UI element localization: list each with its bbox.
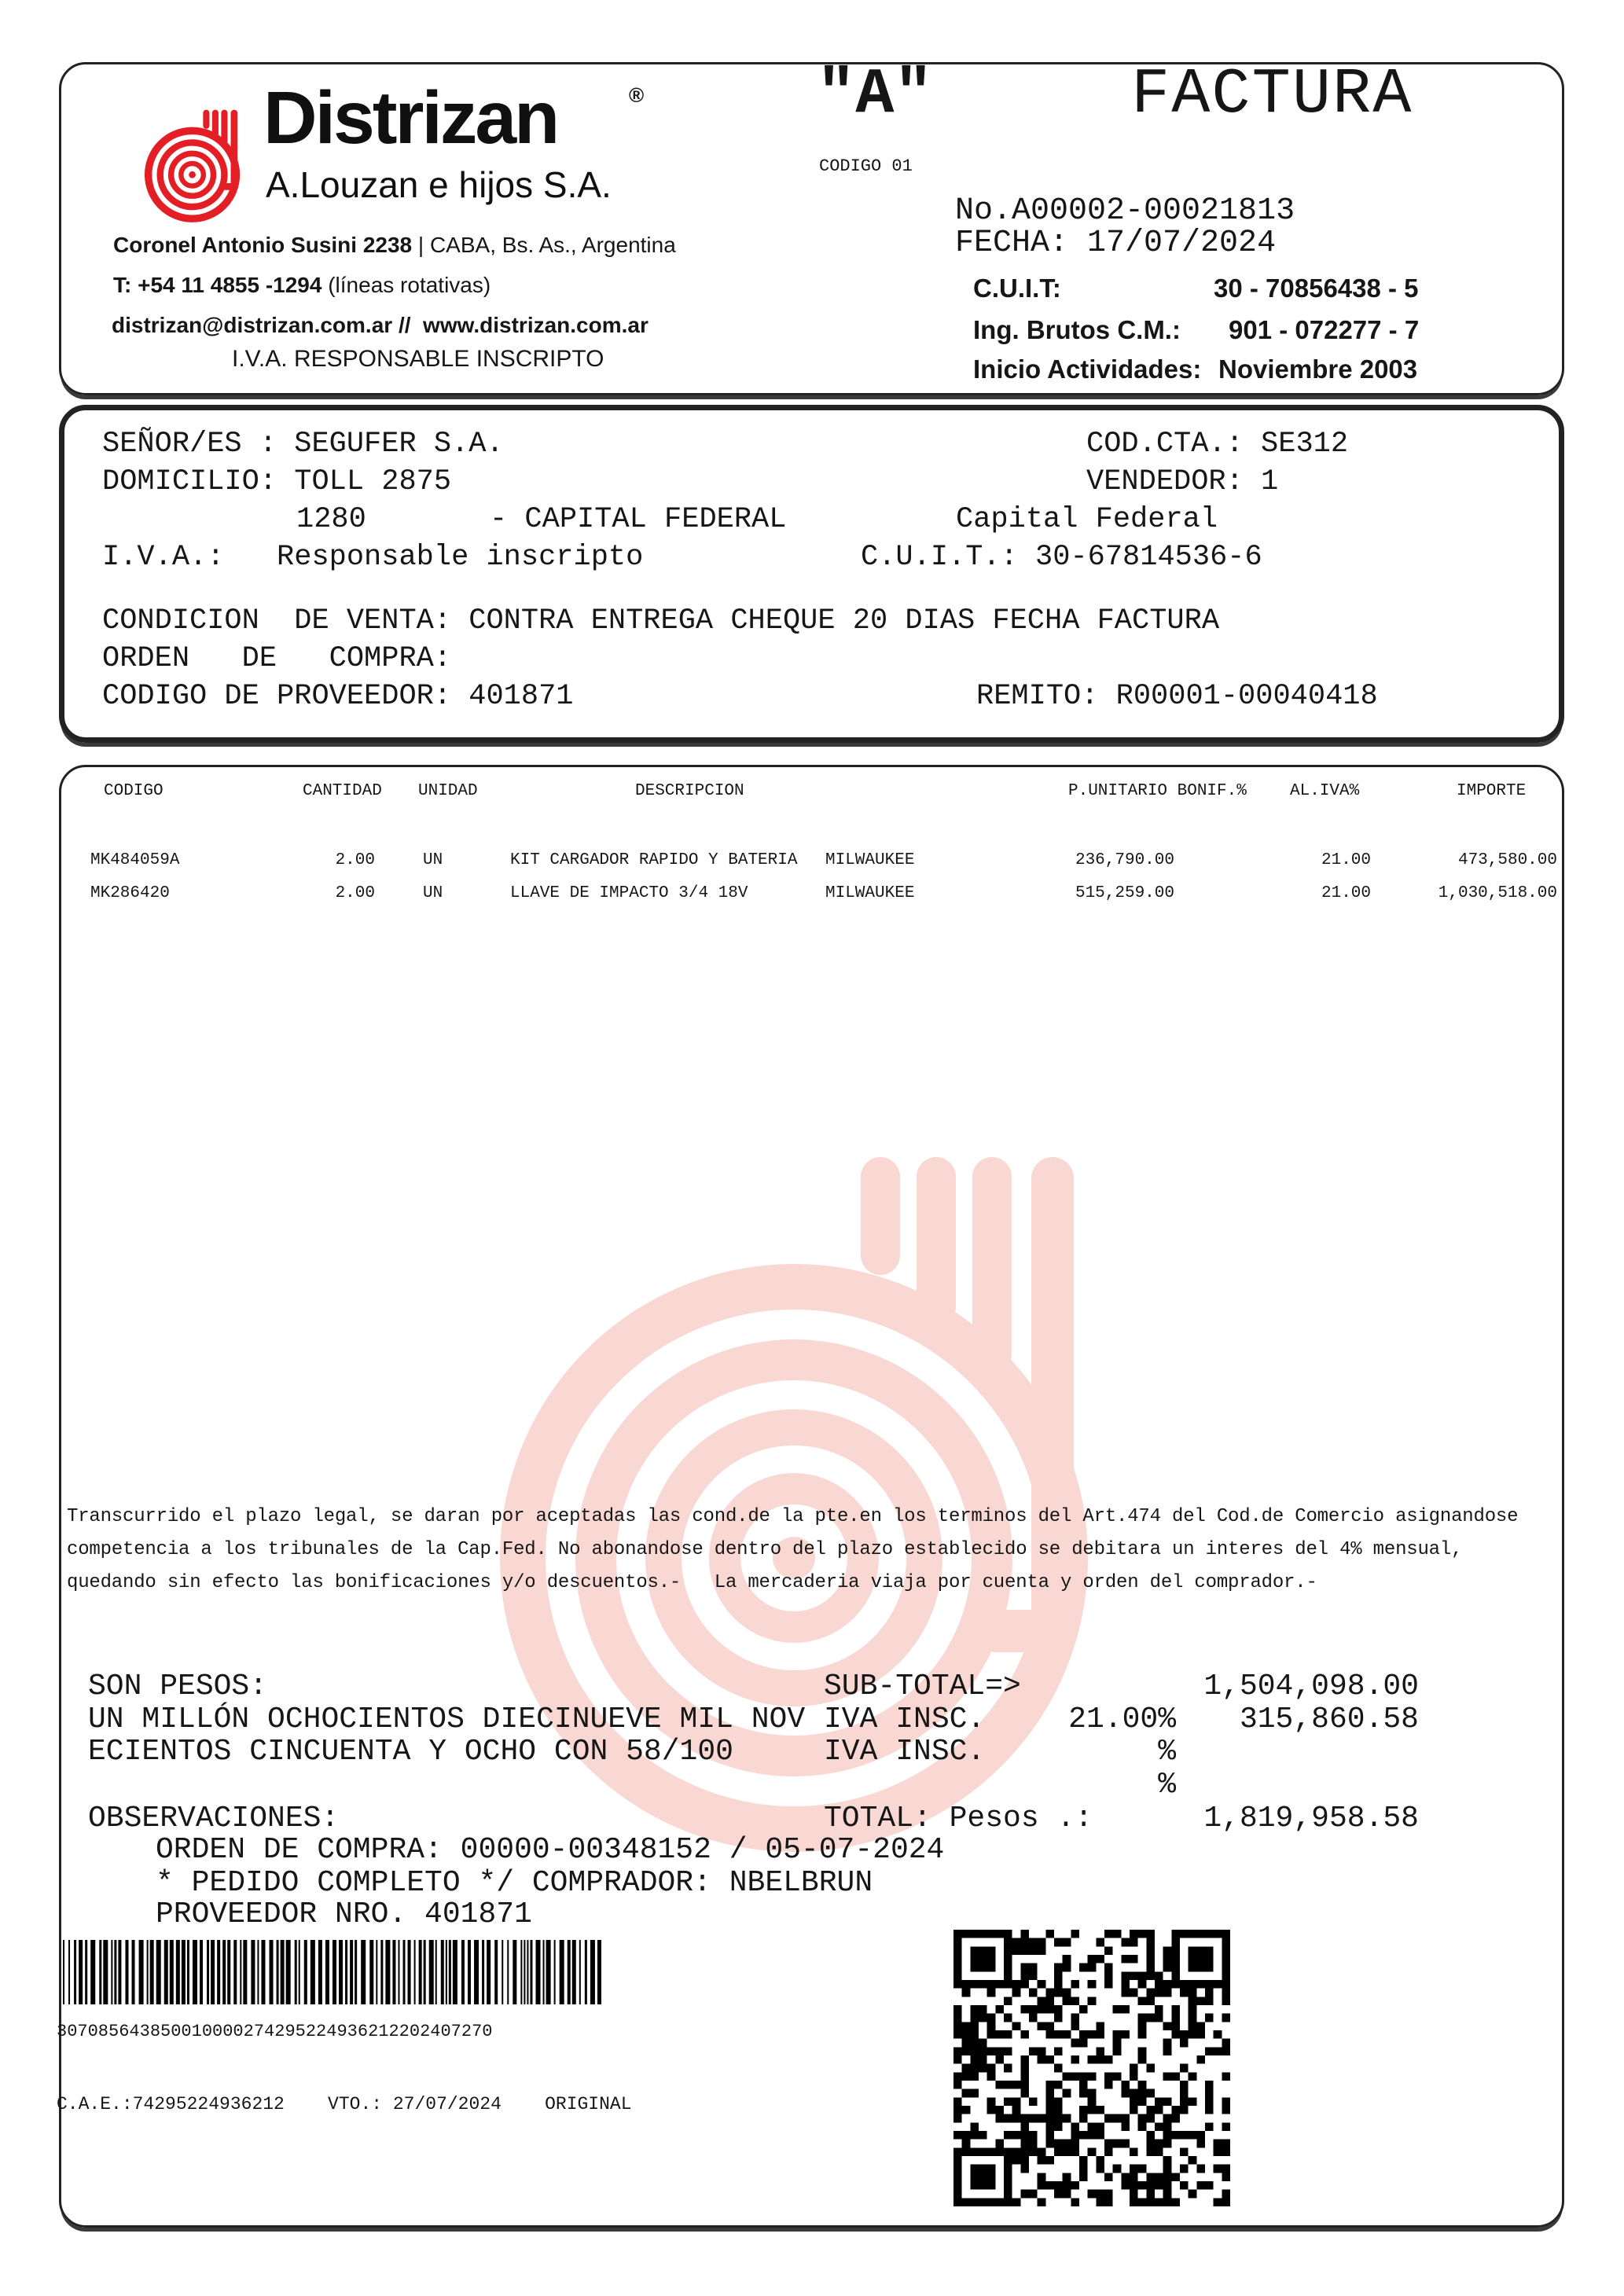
amount-in-words-line-1: UN MILLÓN OCHOCIENTOS DIECINUEVE MIL NOV — [88, 1703, 806, 1736]
item-description: LLAVE DE IMPACTO 3/4 18V — [510, 884, 748, 902]
company-address-street: Coronel Antonio Susini 2238 — [113, 233, 413, 257]
item-unit-price: 515,259.00 — [1075, 884, 1174, 902]
inicio-actividades-label: Inicio Actividades: — [973, 355, 1202, 384]
item-amount: 1,030,518.00 — [1438, 884, 1557, 902]
invoice-letter: "A" — [817, 58, 933, 131]
iibb-label: Ing. Brutos C.M.: — [973, 315, 1181, 344]
customer-salesman: VENDEDOR: 1 — [1086, 465, 1279, 498]
iva-insc-label-2: IVA INSC. — [824, 1735, 986, 1769]
item-brand: MILWAUKEE — [825, 884, 915, 902]
item-unit: UN — [423, 851, 443, 869]
subtotal-label: SUB-TOTAL=> — [824, 1670, 1021, 1703]
item-unit: UN — [423, 884, 443, 902]
invoice-date: FECHA: 17/07/2024 — [955, 226, 1277, 261]
company-email-web: distrizan@distrizan.com.ar // www.distrizan.com.ar — [112, 313, 648, 337]
col-header-unidad: UNIDAD — [418, 782, 478, 800]
col-header-al-iva: AL.IVA% — [1290, 782, 1360, 800]
iva-insc-pct-3: % — [1158, 1768, 1176, 1802]
item-brand: MILWAUKEE — [825, 851, 915, 869]
brand-name: Distrizan — [263, 76, 558, 160]
iibb-value: 901 - 072277 - 7 — [1229, 315, 1420, 344]
observation-line-1: ORDEN DE COMPRA: 00000-00348152 / 05-07-2024 — [156, 1833, 945, 1867]
brand-subtitle: A.Louzan e hijos S.A. — [266, 164, 612, 205]
company-address — [113, 234, 676, 256]
company-address-city: | CABA, Bs. As., Argentina — [412, 233, 676, 257]
inicio-actividades-value: Noviembre 2003 — [1218, 355, 1418, 384]
items-box — [59, 765, 1564, 2228]
legal-line-3: quedando sin efecto las bonificaciones y/o descuentos.- La mercaderia viaja por cuenta y orden del comprador.- — [67, 1572, 1317, 1593]
cuit-label: C.U.I.T: — [973, 274, 1061, 303]
afip-qr-code — [953, 1930, 1230, 2206]
iva-insc-value-1: 315,860.58 — [1239, 1703, 1419, 1736]
company-iva-status: I.V.A. RESPONSABLE INSCRIPTO — [232, 346, 604, 372]
customer-account-code: COD.CTA.: SE312 — [1086, 428, 1349, 461]
item-qty: 2.00 — [335, 851, 375, 869]
company-phone-note: (líneas rotativas) — [321, 273, 491, 297]
subtotal-value: 1,504,098.00 — [1203, 1670, 1419, 1703]
item-description: KIT CARGADOR RAPIDO Y BATERIA — [510, 851, 798, 869]
customer-iva-condition: I.V.A.: Responsable inscripto — [102, 541, 644, 574]
customer-province: Capital Federal — [956, 503, 1218, 536]
observation-line-3: PROVEEDOR NRO. 401871 — [156, 1897, 532, 1931]
col-header-codigo: CODIGO — [104, 782, 164, 800]
amount-in-words-label: SON PESOS: — [88, 1670, 268, 1703]
invoice-number: No.A00002-00021813 — [955, 193, 1295, 229]
observations-label: OBSERVACIONES: — [88, 1802, 340, 1835]
item-unit-price: 236,790.00 — [1075, 851, 1174, 869]
item-code: MK286420 — [90, 884, 170, 902]
item-iva-rate: 21.00 — [1321, 851, 1371, 869]
total-label: TOTAL: Pesos .: — [824, 1802, 1093, 1835]
legal-line-1: Transcurrido el plazo legal, se daran por aceptadas las cond.de la pte.en los terminos del Art.474 del Cod.de Comercio asignandose — [67, 1506, 1519, 1527]
customer-address: DOMICILIO: TOLL 2875 — [102, 465, 452, 498]
invoice-doc-type: FACTURA — [1131, 58, 1413, 131]
amount-in-words-line-2: ECIENTOS CINCUENTA Y OCHO CON 58/100 — [88, 1735, 733, 1769]
item-qty: 2.00 — [335, 884, 375, 902]
cuit-value: 30 - 70856438 - 5 — [1214, 274, 1419, 303]
distrizan-logo-icon — [140, 83, 248, 255]
customer-name: SEÑOR/ES : SEGUFER S.A. — [102, 428, 504, 461]
remito-number: REMITO: R00001-00040418 — [976, 680, 1378, 713]
supplier-code: CODIGO DE PROVEEDOR: 401871 — [102, 680, 574, 713]
item-code: MK484059A — [90, 851, 180, 869]
col-header-cantidad: CANTIDAD — [303, 782, 382, 800]
company-phone — [113, 274, 491, 296]
iva-insc-pct-2: % — [1158, 1735, 1176, 1769]
sale-condition: CONDICION DE VENTA: CONTRA ENTREGA CHEQUE 20 DIAS FECHA FACTURA — [102, 604, 1220, 637]
registered-mark: ® — [629, 83, 645, 107]
customer-cuit: C.U.I.T.: 30-67814536-6 — [861, 541, 1262, 574]
iva-insc-label-1: IVA INSC. — [824, 1703, 986, 1736]
iva-insc-pct-1: 21.00% — [1068, 1703, 1176, 1736]
company-phone-number: T: +54 11 4855 -1294 — [113, 273, 322, 297]
total-value: 1,819,958.58 — [1203, 1802, 1419, 1835]
col-header-p-unitario: P.UNITARIO BONIF.% — [1068, 782, 1247, 800]
col-header-descripcion: DESCRIPCION — [635, 782, 744, 800]
item-amount: 473,580.00 — [1457, 851, 1557, 869]
purchase-order-label: ORDEN DE COMPRA: — [102, 642, 452, 675]
customer-city: - CAPITAL FEDERAL — [490, 503, 787, 536]
barcode-number: 307085643850010000274295224936212202407270 — [57, 2022, 493, 2041]
legal-line-2: competencia a los tribunales de la Cap.Fed. No abonandose dentro del plazo establecido se debitara un interes del 4% mensual, — [67, 1539, 1463, 1560]
observation-line-2: * PEDIDO COMPLETO */ COMPRADOR: NBELBRUN — [156, 1866, 873, 1900]
invoice-codigo: CODIGO 01 — [819, 156, 913, 176]
cae-barcode — [63, 1940, 605, 2004]
customer-zip: 1280 — [296, 503, 366, 536]
item-iva-rate: 21.00 — [1321, 884, 1371, 902]
cae-line: C.A.E.:74295224936212 VTO.: 27/07/2024 ORIGINAL — [57, 2094, 632, 2114]
col-header-importe: IMPORTE — [1457, 782, 1527, 800]
